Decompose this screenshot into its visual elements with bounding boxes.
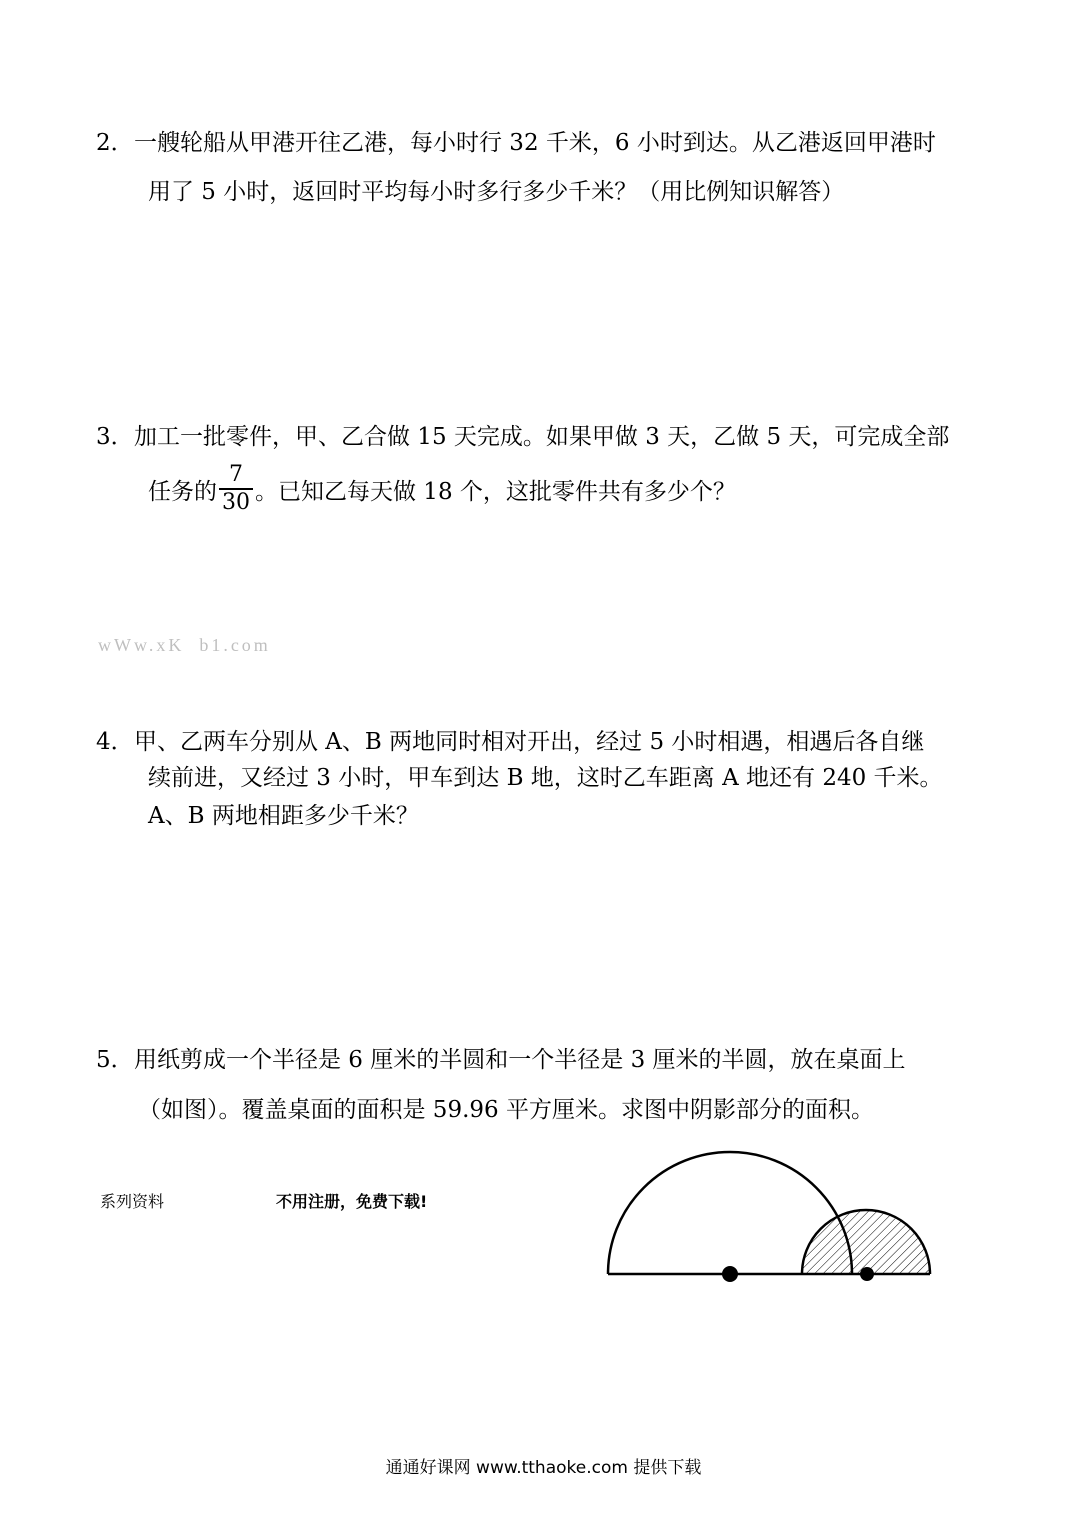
series-label: 系列资料 [100, 1192, 165, 1211]
question-text-line: 续前进，又经过 3 小时，甲车到达 B 地，这时乙车距离 A 地还有 240 千米。 [148, 765, 943, 791]
question-number: 4． [96, 729, 134, 755]
question-text-line: 用纸剪成一个半径是 6 厘米的半圆和一个半径是 3 厘米的半圆，放在桌面上 [134, 1047, 906, 1073]
footer: 通通好课网 www.tthaoke.com 提供下载 [385, 1458, 702, 1478]
large-center-dot [722, 1266, 738, 1282]
question-number: 5． [96, 1047, 134, 1073]
question-text-line: 用了 5 小时，返回时平均每小时多行多少千米？（用比例知识解答） [148, 179, 845, 205]
watermark: wWw.xK b1.com [98, 635, 271, 655]
question-number: 3． [96, 424, 134, 450]
text-suffix: 。已知乙每天做 18 个，这批零件共有多少个？ [255, 479, 736, 505]
question-text-line: 一艘轮船从甲港开往乙港，每小时行 32 千米，6 小时到达。从乙港返回甲港时 [134, 130, 936, 156]
text-prefix: 任务的 [148, 479, 217, 505]
free-download-text: 不用注册，免费下载! [276, 1192, 428, 1211]
question-text-line: （如图）。覆盖桌面的面积是 59.96 平方厘米。求图中阴影部分的面积。 [138, 1097, 874, 1123]
question-text-line: 甲、乙两车分别从 A、B 两地同时相对开出，经过 5 小时相遇，相遇后各自继 [134, 729, 925, 755]
fraction [219, 462, 253, 516]
question-text-line: 加工一批零件，甲、乙合做 15 天完成。如果甲做 3 天，乙做 5 天，可完成全部 [134, 424, 950, 450]
question-text-line: A、B 两地相距多少千米？ [148, 803, 419, 829]
small-center-dot [860, 1267, 874, 1281]
fraction-numerator: 7 [229, 462, 243, 487]
question-text-line [148, 462, 736, 520]
question-number: 2． [96, 130, 134, 156]
semicircle-figure [595, 1145, 945, 1290]
fraction-denominator: 30 [222, 490, 250, 515]
